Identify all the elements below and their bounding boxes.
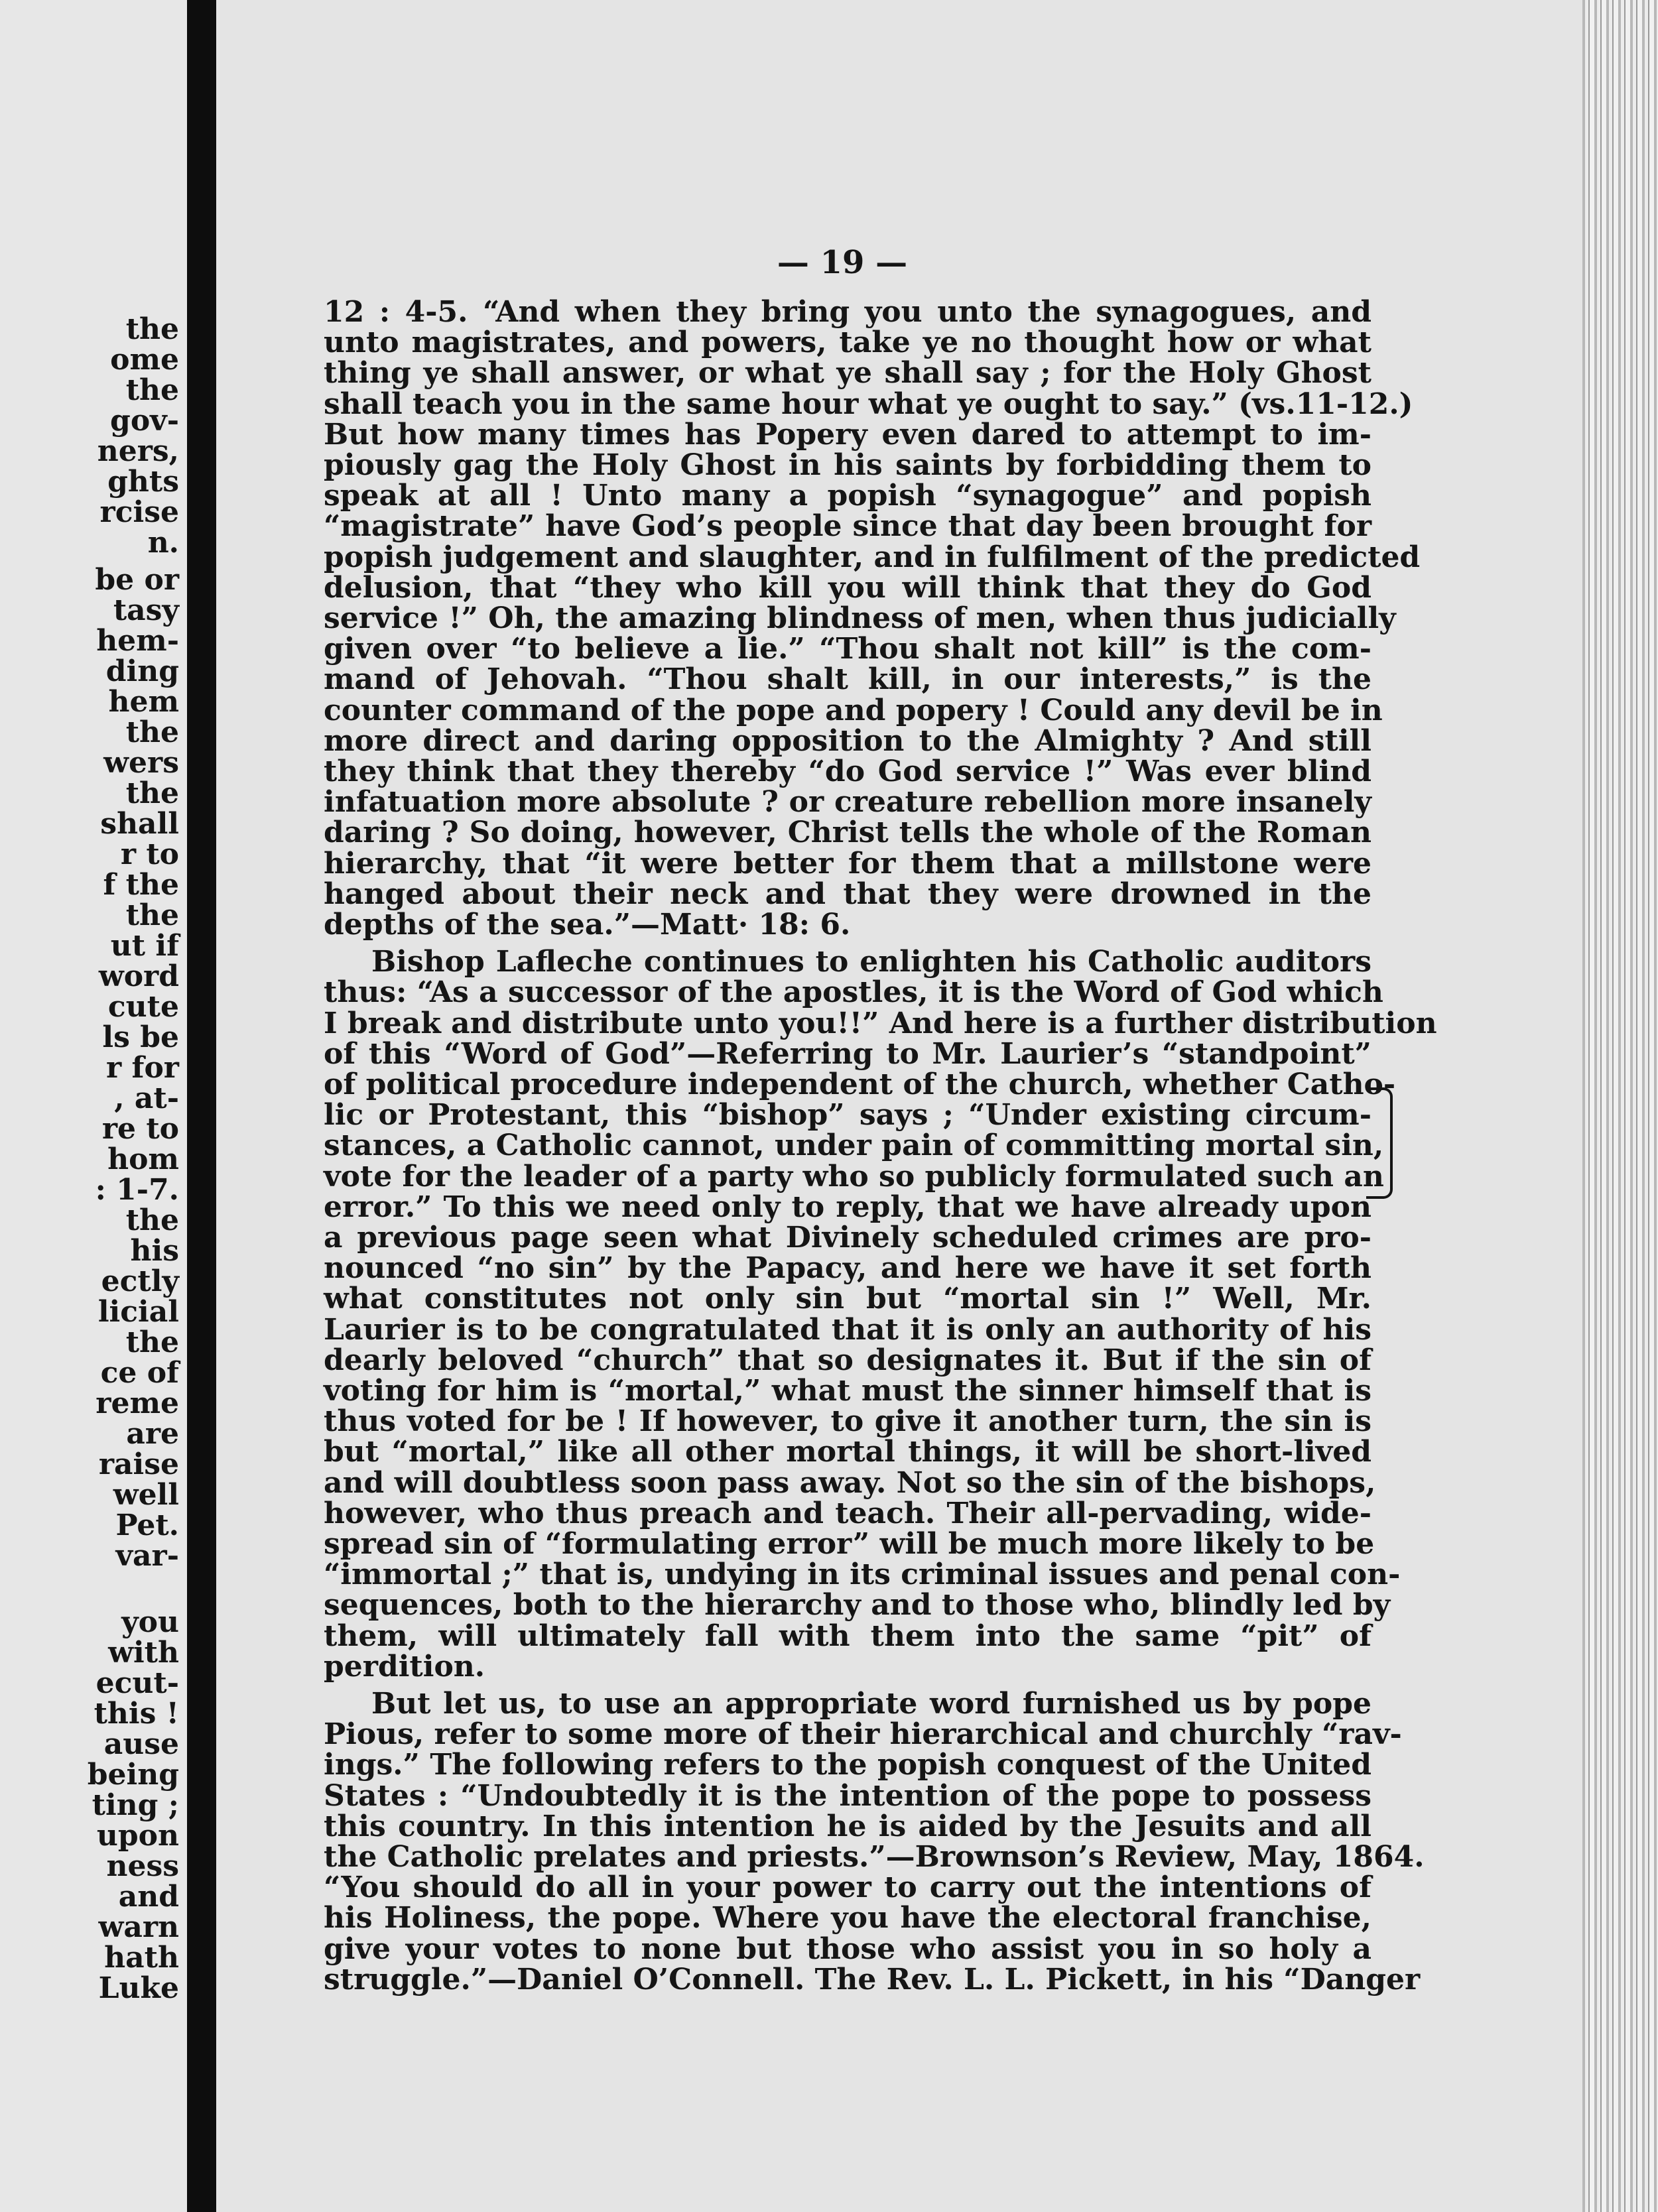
facing-page-fragment: ectly (101, 1264, 179, 1298)
text-line: but “mortal,” like all other mortal things, it will be short-lived (324, 1435, 1371, 1469)
facing-page-fragment: well (113, 1478, 179, 1512)
text-line: of this “Word of God”—Referring to Mr. Laurier’s “standpoint” (324, 1037, 1371, 1071)
facing-page-fragment: gov- (110, 404, 179, 438)
text-line: them, will ultimately fall with them into the same “pit” of (324, 1619, 1371, 1653)
facing-page-fragment: his (130, 1234, 179, 1268)
facing-page-fragment: raise (98, 1447, 179, 1481)
facing-page-fragment: shall (100, 807, 179, 841)
text-line: give your votes to none but those who assist you in so holy a (324, 1932, 1371, 1966)
text-line: perdition. (324, 1650, 485, 1684)
facing-page-fragment: warn (98, 1910, 179, 1944)
text-line: lic or Protestant, this “bishop” says ; “Under existing circum- (324, 1098, 1371, 1132)
facing-page-fragment: wers (103, 746, 179, 780)
facing-page-fragment: the (125, 715, 179, 749)
text-line: States : “Undoubtedly it is the intention of the pope to possess (324, 1779, 1371, 1813)
facing-page-fragment: f the (103, 868, 179, 902)
facing-page-fragment: ause (103, 1727, 179, 1761)
text-line: ings.” The following refers to the popish conquest of the United (324, 1748, 1371, 1782)
text-line: shall teach you in the same hour what ye ought to say.” (vs.11-12.) (324, 387, 1413, 421)
facing-page-fragment: Pet. (115, 1508, 179, 1542)
facing-page-fragment: ness (106, 1849, 179, 1883)
facing-page-fragment: ce of (100, 1356, 179, 1390)
facing-page-fragment: the (125, 1325, 179, 1359)
facing-page-fragment: licial (97, 1295, 179, 1329)
facing-page-fragment: word (98, 959, 179, 993)
text-line: Bishop Lafleche continues to enlighten his Catholic auditors (371, 945, 1371, 979)
facing-page-fragment: Luke (98, 1971, 179, 2005)
text-line: service !” Oh, the amazing blindness of men, when thus judicially (324, 601, 1396, 635)
text-line: error.” To this we need only to reply, that we have already upon (324, 1190, 1371, 1224)
page-number: — 19 — (777, 244, 908, 281)
facing-page-fragment: re to (101, 1112, 179, 1146)
text-line: But how many times has Popery even dared to attempt to im- (324, 418, 1371, 452)
text-line: unto magistrates, and powers, take ye no thought how or what (324, 326, 1371, 359)
text-line: “immortal ;” that is, undying in its criminal issues and penal con- (324, 1558, 1401, 1591)
text-line: a previous page seen what Divinely scheduled crimes are pro- (324, 1221, 1371, 1255)
text-line: counter command of the pope and popery ! Could any devil be in (324, 694, 1383, 727)
facing-page-fragment: the (125, 312, 179, 346)
text-line: struggle.”—Daniel O’Connell. The Rev. L. L. Pickett, in his “Danger (324, 1963, 1421, 1997)
text-line: sequences, both to the hierarchy and to those who, blindly led by (324, 1588, 1391, 1622)
text-line: thus voted for be ! If however, to give it another turn, the sin is (324, 1404, 1371, 1438)
facing-page-fragment: tasy (113, 593, 179, 627)
text-line: 12 : 4-5. “And when they bring you unto the synagogues, and (324, 295, 1371, 329)
text-line: of political procedure independent of the church, whether Catho- (324, 1068, 1396, 1101)
text-line: speak at all ! Unto many a popish “synagogue” and popish (324, 479, 1371, 513)
text-line: what constitutes not only sin but “mortal sin !” Well, Mr. (324, 1282, 1371, 1316)
text-line: more direct and daring opposition to the Almighty ? And still (324, 724, 1371, 758)
facing-page-fragment: hom (107, 1142, 179, 1176)
page-edges (1582, 0, 1658, 2212)
text-line: voting for him is “mortal,” what must the sinner himself that is (324, 1374, 1371, 1408)
text-line: Laurier is to be congratulated that it is only an authority of his (324, 1313, 1371, 1347)
text-line: hanged about their neck and that they were drowned in the (324, 877, 1371, 911)
facing-page-fragment: r for (106, 1051, 179, 1085)
text-line: the Catholic prelates and priests.”—Brownson’s Review, May, 1864. (324, 1840, 1425, 1874)
text-line: daring ? So doing, however, Christ tells the whole of the Roman (324, 816, 1371, 849)
text-line: thing ye shall answer, or what ye shall say ; for the Holy Ghost (324, 356, 1371, 390)
facing-page-fragment: r to (120, 837, 179, 871)
text-line: his Holiness, the pope. Where you have the electoral franchise, (324, 1901, 1371, 1935)
text-line: popish judgement and slaughter, and in fulfilment of the predicted (324, 540, 1421, 574)
facing-page-fragment: ding (105, 654, 179, 688)
facing-page-fragment: with (108, 1636, 179, 1670)
facing-page-fragment: ghts (107, 465, 179, 499)
facing-page-fragment: the (125, 1203, 179, 1237)
text-line: “You should do all in your power to carry out the intentions of (324, 1871, 1371, 1904)
text-line: Pious, refer to some more of their hierarchical and churchly “rav- (324, 1717, 1402, 1751)
facing-page-fragment: you (121, 1605, 179, 1639)
text-line: I break and distribute unto you!!” And here is a further distribution (324, 1007, 1437, 1040)
facing-page-fragment: cute (107, 990, 179, 1024)
text-line: nounced “no sin” by the Papacy, and here we have it set forth (324, 1251, 1371, 1285)
facing-page-fragment: the (125, 373, 179, 407)
facing-page-fragment: are (126, 1417, 179, 1451)
text-line: infatuation more absolute ? or creature rebellion more insanely (324, 785, 1371, 819)
text-line: But let us, to use an appropriate word furnished us by pope (371, 1687, 1371, 1721)
facing-page-fragment: ut if (110, 929, 179, 963)
facing-page-fragment: hem (108, 685, 179, 719)
text-line: given over “to believe a lie.” “Thou shalt not kill” is the com- (324, 632, 1371, 666)
facing-page-fragment: n. (147, 526, 179, 560)
facing-page-fragment: the (125, 776, 179, 810)
text-line: this country. In this intention he is aided by the Jesuits and all (324, 1810, 1371, 1843)
facing-page-fragment: ome (110, 343, 179, 377)
facing-page-fragment: ting ; (92, 1788, 179, 1822)
text-line: “magistrate” have God’s people since that day been brought for (324, 509, 1371, 543)
facing-page-strip (0, 0, 187, 2212)
facing-page-fragment: reme (96, 1386, 179, 1420)
facing-page-fragment: be or (95, 563, 179, 597)
text-line: hierarchy, that “it were better for them that a millstone were (324, 847, 1371, 881)
facing-page-fragment: ecut- (96, 1666, 179, 1700)
book-gutter (187, 0, 216, 2212)
text-line: they think that they thereby “do God service !” Was ever blind (324, 755, 1371, 788)
facing-page-fragment: and (118, 1880, 179, 1914)
margin-bracket (1366, 1087, 1393, 1199)
text-line: thus: “As a successor of the apostles, it is the Word of God which (324, 975, 1383, 1009)
text-line: depths of the sea.”—Matt· 18: 6. (324, 908, 851, 942)
text-line: delusion, that “they who kill you will think that they do God (324, 571, 1371, 605)
facing-page-fragment: , at- (114, 1081, 179, 1115)
facing-page-fragment: being (87, 1758, 179, 1792)
facing-page-fragment: ners, (97, 434, 179, 468)
facing-page-fragment: hath (104, 1941, 179, 1975)
facing-page-fragment: rcise (99, 495, 179, 529)
text-line: piously gag the Holy Ghost in his saints by forbidding them to (324, 448, 1371, 482)
facing-page-fragment: hem- (96, 624, 179, 658)
facing-page-fragment: upon (96, 1819, 179, 1853)
facing-page-fragment: the (125, 898, 179, 932)
text-line: stances, a Catholic cannot, under pain of committing mortal sin, (324, 1129, 1384, 1162)
facing-page-fragment: : 1-7. (95, 1173, 179, 1207)
text-line: spread sin of “formulating error” will be much more likely to be (324, 1527, 1375, 1561)
facing-page-fragment: ls be (102, 1020, 179, 1054)
text-line: vote for the leader of a party who so publicly formulated such an (324, 1160, 1384, 1194)
facing-page-fragment: var- (115, 1539, 179, 1573)
text-line: mand of Jehovah. “Thou shalt kill, in our interests,” is the (324, 662, 1371, 696)
facing-page-fragment: this ! (94, 1697, 179, 1731)
text-line: and will doubtless soon pass away. Not so the sin of the bishops, (324, 1466, 1376, 1500)
text-line: dearly beloved “church” that so designates it. But if the sin of (324, 1343, 1371, 1377)
text-line: however, who thus preach and teach. Their all-pervading, wide- (324, 1497, 1371, 1530)
